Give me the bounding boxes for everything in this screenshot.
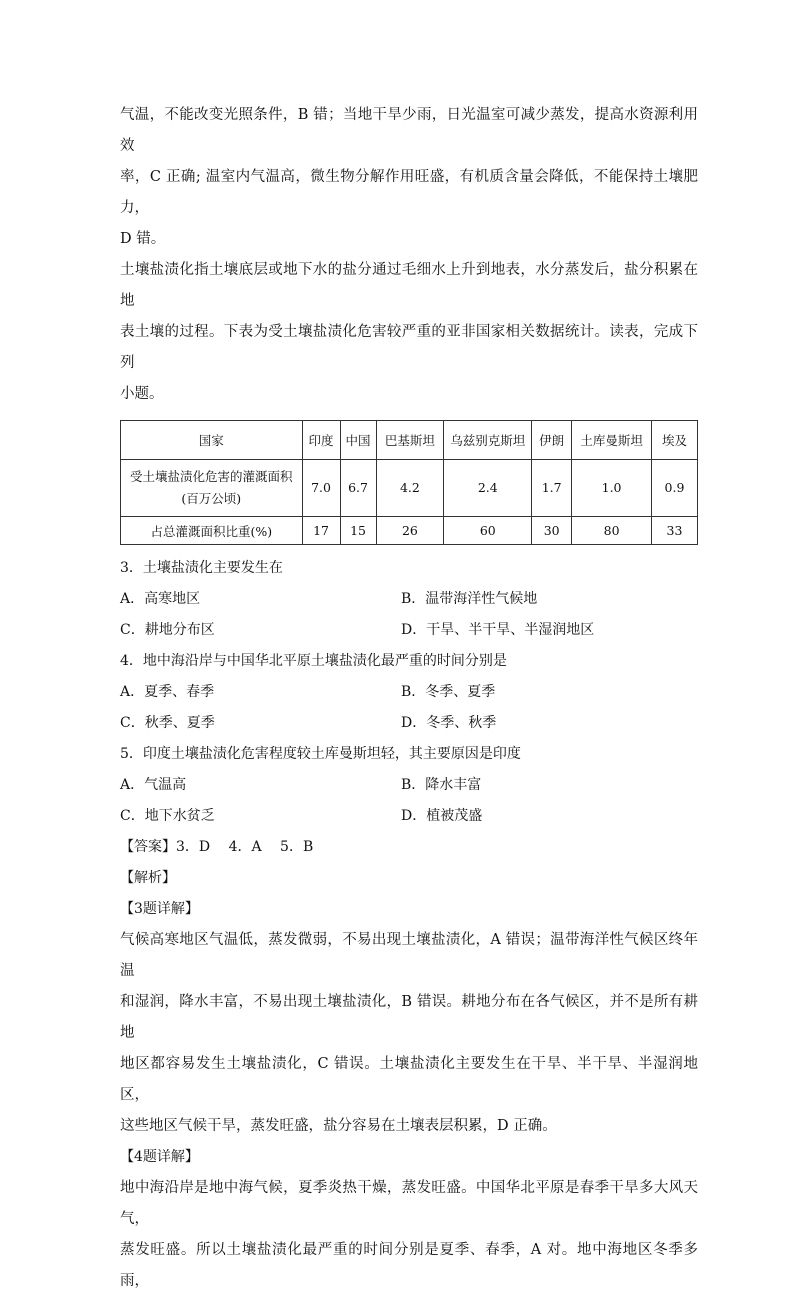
q3-heading: 【3题详解】 bbox=[120, 901, 199, 917]
option-c: C．地下水贫乏 bbox=[120, 808, 215, 824]
table-row-label bbox=[121, 460, 303, 517]
passage-line: 土壤盐渍化指土壤底层或地下水的盐分通过毛细水上升到地表，水分蒸发后，盐分积累在地 bbox=[120, 262, 698, 309]
table-row-label: 占总灌溉面积比重(%) bbox=[121, 517, 303, 545]
question-stem: 4．地中海沿岸与中国华北平原土壤盐渍化最严重的时间分别是 bbox=[120, 653, 507, 669]
table-header-cell: 埃及 bbox=[652, 421, 698, 460]
table-header-cell: 国家 bbox=[121, 421, 303, 460]
option-a: A．气温高 bbox=[120, 777, 187, 793]
table-cell: 1.0 bbox=[572, 460, 652, 517]
table-cell: 4.2 bbox=[376, 460, 444, 517]
table-cell: 7.0 bbox=[302, 460, 340, 517]
table-cell: 6.7 bbox=[340, 460, 376, 517]
question-options bbox=[120, 677, 698, 739]
row-label-line: (百万公顷) bbox=[181, 491, 242, 506]
passage-line: 小题。 bbox=[120, 386, 164, 402]
table-row bbox=[121, 517, 698, 545]
table-cell: 15 bbox=[340, 517, 376, 545]
option-b: B．温带海洋性气候地 bbox=[401, 591, 538, 607]
table-cell: 80 bbox=[572, 517, 652, 545]
table-cell: 2.4 bbox=[444, 460, 532, 517]
intro-line: D 错。 bbox=[120, 231, 166, 247]
data-table bbox=[120, 420, 698, 545]
option-c: C．耕地分布区 bbox=[120, 622, 215, 638]
intro-line: 气温，不能改变光照条件，B 错；当地干旱少雨，日光温室可减少蒸发，提高水资源利用效 bbox=[120, 107, 698, 154]
q4-line: 地中海沿岸是地中海气候，夏季炎热干燥，蒸发旺盛。中国华北平原是春季干旱多大风天气， bbox=[120, 1180, 698, 1227]
option-a: A．夏季、春季 bbox=[120, 684, 215, 700]
passage-line: 表土壤的过程。下表为受土壤盐渍化危害较严重的亚非国家相关数据统计。读表，完成下列 bbox=[120, 324, 698, 371]
table-header-cell: 乌兹别克斯坦 bbox=[444, 421, 532, 460]
q3-line: 这些地区气候干旱，蒸发旺盛，盐分容易在土壤表层积累，D 正确。 bbox=[120, 1118, 557, 1134]
question-stem: 3．土壤盐渍化主要发生在 bbox=[120, 560, 283, 576]
option-b: B．冬季、夏季 bbox=[401, 684, 496, 700]
table-header-cell: 伊朗 bbox=[532, 421, 572, 460]
table-cell: 33 bbox=[652, 517, 698, 545]
table-cell: 17 bbox=[302, 517, 340, 545]
option-d: D．干旱、半干旱、半湿润地区 bbox=[401, 622, 595, 638]
option-a: A．高寒地区 bbox=[120, 591, 201, 607]
table-header-cell: 土库曼斯坦 bbox=[572, 421, 652, 460]
table-row bbox=[121, 460, 698, 517]
answer-line: 【答案】3．D 4．A 5．B bbox=[120, 839, 314, 855]
row-label-line: 受土壤盐渍化危害的灌溉面积 bbox=[130, 469, 293, 484]
table-cell: 0.9 bbox=[652, 460, 698, 517]
table-header-cell: 巴基斯坦 bbox=[376, 421, 444, 460]
question-options bbox=[120, 770, 698, 832]
table-cell: 60 bbox=[444, 517, 532, 545]
q4-heading: 【4题详解】 bbox=[120, 1149, 199, 1165]
table-header-row bbox=[121, 421, 698, 460]
q3-line: 地区都容易发生土壤盐渍化，C 错误。土壤盐渍化主要发生在干旱、半干旱、半湿润地区， bbox=[120, 1056, 698, 1103]
option-d: D．植被茂盛 bbox=[401, 808, 483, 824]
intro-line: 率，C 正确; 温室内气温高，微生物分解作用旺盛，有机质含量会降低，不能保持土壤肥力， bbox=[120, 169, 698, 216]
q3-line: 和湿润，降水丰富，不易出现土壤盐渍化，B 错误。耕地分布在各气候区，并不是所有耕地 bbox=[120, 994, 698, 1041]
question-options bbox=[120, 584, 698, 646]
table-cell: 1.7 bbox=[532, 460, 572, 517]
question-stem: 5．印度土壤盐渍化危害程度较土库曼斯坦轻，其主要原因是印度 bbox=[120, 746, 521, 762]
option-d: D．冬季、秋季 bbox=[401, 715, 497, 731]
option-b: B．降水丰富 bbox=[401, 777, 482, 793]
q4-line: 蒸发旺盛。所以土壤盐渍化最严重的时间分别是夏季、春季，A 对。地中海地区冬季多雨， bbox=[120, 1242, 698, 1289]
table-cell: 30 bbox=[532, 517, 572, 545]
table-cell: 26 bbox=[376, 517, 444, 545]
table-header-cell: 中国 bbox=[340, 421, 376, 460]
option-c: C．秋季、夏季 bbox=[120, 715, 215, 731]
document-page bbox=[120, 100, 698, 1297]
q3-line: 气候高寒地区气温低，蒸发微弱，不易出现土壤盐渍化，A 错误；温带海洋性气候区终年温 bbox=[120, 932, 698, 979]
table-header-cell: 印度 bbox=[302, 421, 340, 460]
analysis-heading: 【解析】 bbox=[120, 870, 176, 886]
